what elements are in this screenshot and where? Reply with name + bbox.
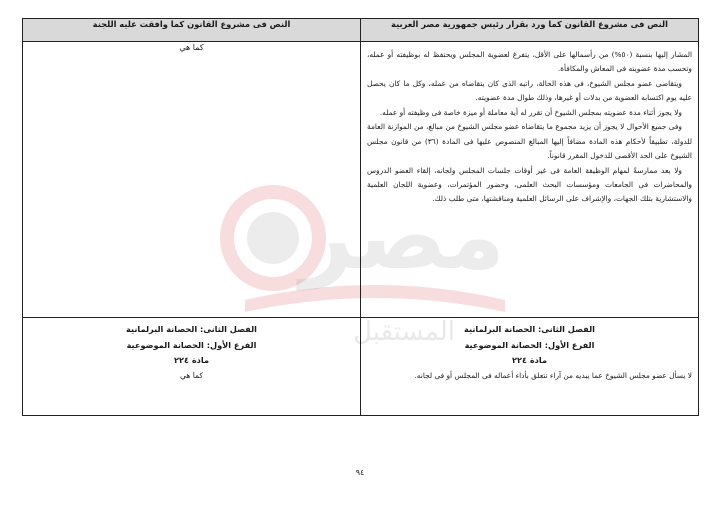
original-section-cell <box>361 318 699 416</box>
table-row <box>23 42 699 318</box>
svg-text:مصر: مصر <box>300 183 505 290</box>
committee-section-cell <box>23 318 361 416</box>
paragraph: ولا يجوز أثناء مدة عضويته بمجلس الشيوخ أن تقرر له أية معاملة أو ميزة خاصة فى وظيفته أو عمله. <box>379 107 682 117</box>
article-heading: مادة ٢٢٤ <box>511 355 548 366</box>
watermark-subtext: المستقبل <box>353 317 455 347</box>
chapter-heading: الفصل الثانى: الحصانة البرلمانية <box>464 324 595 334</box>
comparison-table <box>22 18 699 416</box>
committee-text-cell <box>23 42 361 318</box>
paragraph: ويتقاضى عضو مجلس الشيوخ، فى هذه الحالة، راتبه الذى كان يتقاضاه من عمله، وكل ما كان يحصل عليه يوم اكتسابه العضوية من بدلات أو غيرها، وذلك طوال مدة عضويته. <box>367 78 692 103</box>
original-text-cell <box>361 42 699 318</box>
header-original-text: النص فى مشروع القانون كما ورد بقرار رئيس جمهورية مصر العربية <box>361 19 699 42</box>
header-committee-text: النص فى مشروع القانون كما وافقت عليه اللجنة <box>23 19 361 42</box>
paragraph: المشار إليها بنسبة (٥٠%) من رأسمالها على الأقل، يتفرغ لعضوية المجلس ويحتفظ له بوظيفته أو عمله، وتحسب مدة عضويته فى المعاش والمكافأة. <box>367 50 692 74</box>
paragraph: وفى جميع الأحوال لا يجوز أن يزيد مجموع ما يتقاضاه عضو مجلس الشيوخ من مبالغ، من الموازنة العامة للدولة، تطبيقاً لأحكام هذه المادة مضافاً إليها المبالغ المنصوص عليها فى المادة (٣٦) من قانون مجلس الشيوخ على الحد الأقصى للدخول المقرر قانوناً. <box>367 122 692 161</box>
table-row <box>23 318 699 416</box>
branch-heading: الفرع الأول: الحصانة الموضوعية <box>464 339 595 350</box>
as-is-text: كما هي <box>179 370 204 380</box>
chapter-heading: الفصل الثانى: الحصانة البرلمانية <box>126 324 257 334</box>
article-heading: مادة ٢٢٤ <box>173 355 210 366</box>
page-number: ٩٤ <box>355 468 365 477</box>
paragraph: ولا يعد ممارسةً لمهام الوظيفة العامة فى غير أوقات جلسات المجلس ولجانه، إلقاء العضو الدروس والمحاضرات فى الجامعات ومؤسسات البحث العلمى، وحضور المؤتمرات، وعضوية اللجان العلمية والاستشارية بتلك الجهات، والإشراف على الرسائل العلمية ومناقشتها، متى طلب ذلك. <box>367 165 692 204</box>
branch-heading: الفرع الأول: الحصانة الموضوعية <box>126 339 257 350</box>
table-header-row <box>23 19 699 42</box>
as-is-text: كما هي <box>179 43 204 52</box>
article-text: لا يسأل عضو مجلس الشيوخ عما يبديه من آراء تتعلق بأداء أعماله فى المجلس أو فى لجانه. <box>414 370 692 380</box>
